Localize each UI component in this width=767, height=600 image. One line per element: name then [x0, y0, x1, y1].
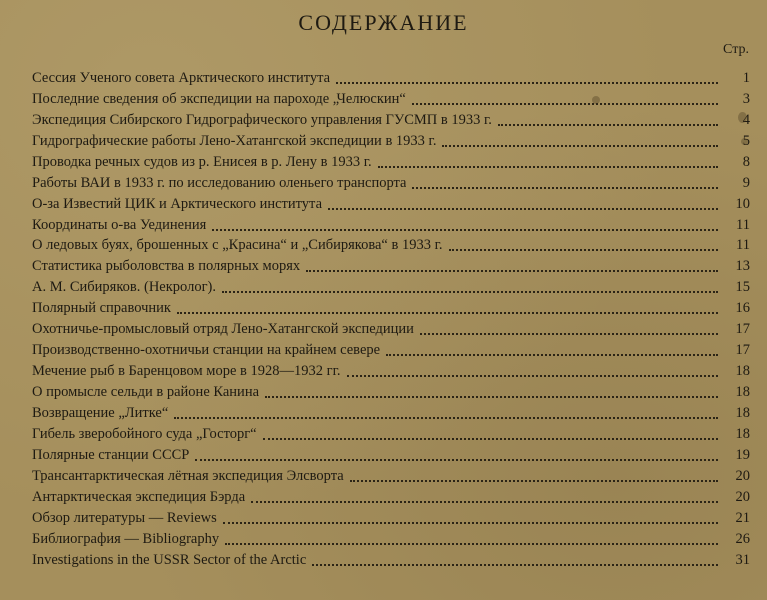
toc-entry-page: 4	[742, 111, 750, 128]
toc-row	[32, 129, 750, 150]
toc-entry-page: 18	[735, 425, 750, 442]
dot-leader	[265, 396, 718, 398]
dot-leader	[412, 103, 718, 105]
toc-entry-page: 17	[735, 321, 750, 338]
toc-row	[32, 213, 750, 234]
dot-leader	[336, 82, 718, 84]
dot-leader	[177, 312, 718, 314]
toc-row	[32, 548, 750, 569]
toc-entry-title: Производственно-охотничьи станции на крайнем севере	[32, 342, 381, 359]
toc-entry-page: 8	[742, 153, 750, 170]
dot-leader	[312, 564, 718, 566]
toc-row	[32, 192, 750, 213]
page-title: СОДЕРЖАНИЕ	[298, 10, 469, 35]
toc-entry-page: 18	[735, 384, 750, 400]
table-of-contents	[32, 66, 750, 569]
toc-entry-title: Полярный справочник	[32, 300, 171, 317]
page-column-header: Стр.	[723, 42, 749, 57]
toc-entry-title: Охотничье-промысловый отряд Лено-Хатангской экспедиции	[32, 321, 414, 338]
toc-entry-page: 21	[735, 509, 750, 526]
toc-entry-page: 19	[735, 446, 750, 463]
dot-leader	[449, 249, 718, 251]
toc-entry-title: Сессия Ученого совета Арктического института	[32, 69, 331, 86]
dot-leader	[386, 354, 718, 356]
toc-entry-title: О промысле сельди в районе Канина	[32, 384, 260, 400]
toc-entry-title: Работы ВАИ в 1933 г. по исследованию оленьего транспорта	[32, 174, 407, 191]
dot-leader	[212, 229, 718, 231]
toc-entry-page: 9	[742, 174, 750, 191]
toc-entry-title: Investigations in the USSR Sector of the Arctic	[32, 551, 307, 568]
toc-entry-page: 13	[735, 258, 750, 275]
paper-stain	[738, 112, 747, 123]
toc-entry-title: Мечение рыб в Баренцовом море в 1928—1932 гг.	[32, 363, 341, 380]
toc-row	[32, 464, 750, 485]
toc-row	[32, 275, 750, 296]
toc-entry-title: Гибель зверобойного суда „Госторг“	[32, 425, 257, 442]
toc-entry-title: Возвращение „Литке“	[32, 404, 169, 421]
toc-entry-page: 1	[742, 69, 750, 86]
toc-entry-title: Последние сведения об экспедиции на пароходе „Челюскин“	[32, 90, 406, 107]
toc-entry-page: 17	[735, 342, 750, 359]
toc-row	[32, 87, 750, 108]
toc-entry-title: Экспедиция Сибирского Гидрографического управления ГУСМП в 1933 г.	[32, 111, 492, 128]
toc-entry-title: Библиография — Bibliography	[32, 530, 220, 547]
paper-stain	[741, 138, 748, 145]
toc-entry-title: Статистика рыболовства в полярных морях	[32, 258, 301, 275]
toc-entry-page: 5	[742, 132, 750, 149]
toc-row	[32, 108, 750, 129]
dot-leader	[174, 417, 718, 419]
toc-row	[32, 506, 750, 527]
toc-row	[32, 485, 750, 506]
toc-entry-page: 11	[736, 216, 750, 233]
dot-leader	[195, 459, 718, 461]
toc-row	[32, 150, 750, 171]
toc-row	[32, 234, 750, 255]
dot-leader	[350, 480, 718, 482]
toc-entry-page: 18	[735, 363, 750, 380]
toc-entry-title: Трансантарктическая лётная экспедиция Элсворта	[32, 467, 344, 484]
toc-entry-page: 15	[735, 279, 750, 296]
toc-row	[32, 254, 750, 275]
toc-entry-page: 11	[736, 237, 750, 254]
toc-entry-page: 16	[735, 300, 750, 317]
dot-leader	[263, 438, 718, 440]
toc-row	[32, 338, 750, 359]
toc-row	[32, 443, 750, 464]
toc-entry-title: О-за Известий ЦИК и Арктического института	[32, 195, 322, 212]
toc-entry-title: О ледовых буях, брошенных с „Красина“ и „Сибирякова“ в 1933 г.	[32, 237, 443, 254]
toc-row	[32, 317, 750, 338]
toc-entry-page: 18	[735, 404, 750, 421]
toc-entry-title: Гидрографические работы Лено-Хатангской экспедиции в 1933 г.	[32, 132, 437, 149]
toc-entry-page: 26	[735, 530, 750, 547]
dot-leader	[306, 270, 718, 272]
toc-entry-page: 31	[735, 551, 750, 568]
toc-entry-title: Координаты о-ва Уединения	[32, 216, 207, 233]
toc-entry-title: А. М. Сибиряков. (Некролог).	[32, 279, 216, 296]
toc-row	[32, 380, 750, 401]
toc-entry-page: 20	[735, 467, 750, 484]
dot-leader	[498, 124, 718, 126]
dot-leader	[347, 375, 718, 377]
toc-entry-page: 20	[735, 488, 750, 505]
dot-leader	[442, 145, 718, 147]
dot-leader	[328, 208, 718, 210]
dot-leader	[412, 187, 718, 189]
toc-entry-title: Проводка речных судов из р. Енисея в р. Лену в 1933 г.	[32, 153, 372, 170]
paper-stain	[592, 96, 600, 104]
toc-row	[32, 401, 750, 422]
toc-entry-title: Полярные станции СССР	[32, 446, 190, 463]
dot-leader	[251, 501, 718, 503]
dot-leader	[222, 291, 718, 293]
dot-leader	[420, 333, 718, 335]
toc-entry-page: 3	[742, 90, 750, 107]
toc-entry-page: 10	[735, 195, 750, 212]
toc-row	[32, 296, 750, 317]
toc-row	[32, 66, 750, 87]
dot-leader	[223, 522, 718, 524]
toc-row	[32, 171, 750, 192]
toc-entry-title: Антарктическая экспедиция Бэрда	[32, 488, 246, 505]
toc-row	[32, 359, 750, 380]
toc-row	[32, 527, 750, 548]
dot-leader	[225, 543, 718, 545]
dot-leader	[378, 166, 718, 168]
toc-row	[32, 422, 750, 443]
toc-entry-title: Обзор литературы — Reviews	[32, 509, 217, 526]
